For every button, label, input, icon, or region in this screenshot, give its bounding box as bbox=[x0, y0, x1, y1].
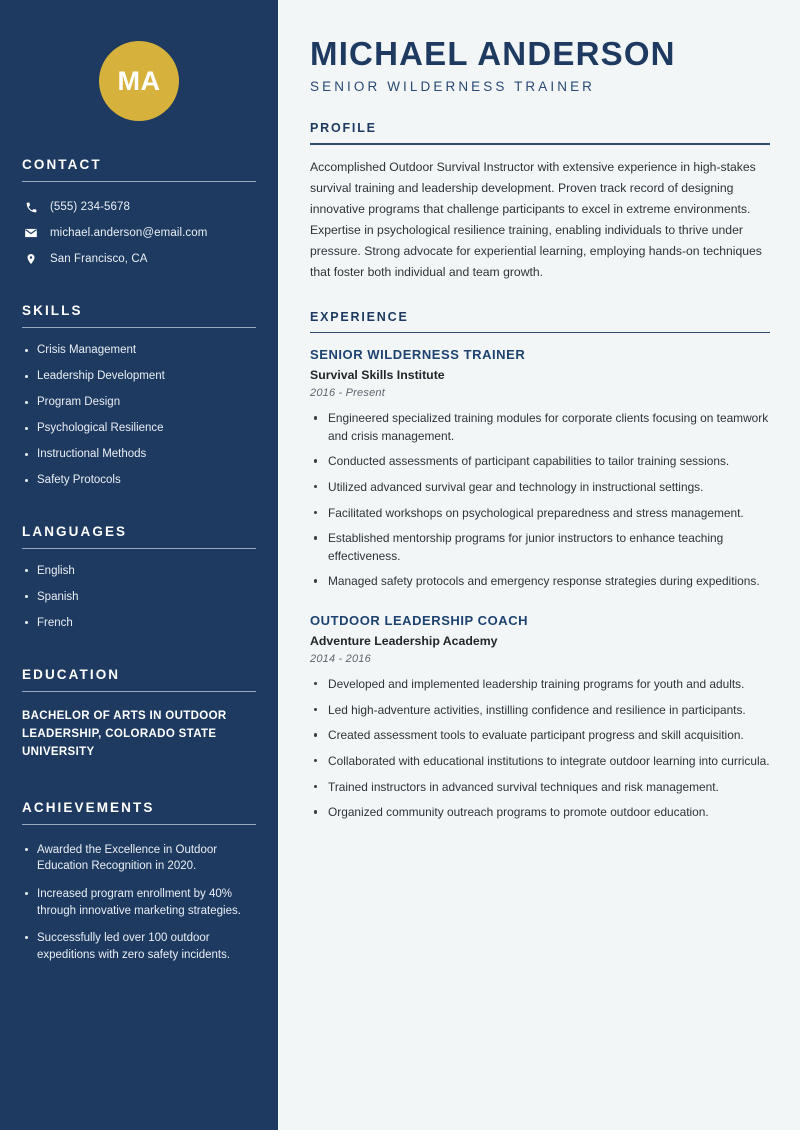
experience-section bbox=[310, 310, 770, 822]
list-item: Leadership Development bbox=[22, 369, 256, 385]
contact-section bbox=[22, 157, 256, 267]
contact-heading: CONTACT bbox=[22, 157, 102, 172]
education-section bbox=[22, 667, 256, 761]
contact-phone-row[interactable] bbox=[22, 199, 256, 215]
profile-section bbox=[310, 121, 770, 282]
profile-heading: PROFILE bbox=[310, 121, 377, 136]
experience-heading: EXPERIENCE bbox=[310, 309, 409, 324]
skills-heading: SKILLS bbox=[22, 303, 83, 318]
contact-location-row[interactable] bbox=[22, 251, 256, 267]
education-heading: EDUCATION bbox=[22, 667, 121, 683]
list-item: English bbox=[22, 564, 256, 580]
education-entry: BACHELOR OF ARTS IN OUTDOOR LEADERSHIP, COLORADO STATE UNIVERSITY bbox=[22, 710, 227, 758]
list-item: Awarded the Excellence in Outdoor Education Recognition in 2020. bbox=[22, 842, 256, 875]
list-item: Organized community outreach programs to promote outdoor education. bbox=[310, 804, 770, 822]
list-item: Engineered specialized training modules for corporate clients focusing on teamwork and crisis management. bbox=[310, 410, 770, 445]
job-company: Survival Skills Institute bbox=[310, 368, 445, 383]
job-title: SENIOR WILDERNESS TRAINER bbox=[310, 347, 526, 363]
contact-email-value: michael.anderson@email.com bbox=[50, 227, 208, 239]
contact-divider bbox=[22, 181, 256, 182]
list-item: Created assessment tools to evaluate participant progress and skill acquisition. bbox=[310, 727, 770, 745]
list-item: Facilitated workshops on psychological preparedness and stress management. bbox=[310, 505, 770, 523]
languages-list bbox=[22, 564, 256, 632]
job-role-subtitle: SENIOR WILDERNESS TRAINER bbox=[310, 79, 596, 95]
list-item: Utilized advanced survival gear and technology in instructional settings. bbox=[310, 479, 770, 497]
experience-job bbox=[310, 613, 770, 822]
list-item: Psychological Resilience bbox=[22, 421, 256, 437]
experience-divider bbox=[310, 332, 770, 334]
skills-list bbox=[22, 343, 256, 489]
list-item: Led high-adventure activities, instilling confidence and resilience in participants. bbox=[310, 702, 770, 720]
list-item: Successfully led over 100 outdoor expeditions with zero safety incidents. bbox=[22, 930, 256, 963]
profile-text: Accomplished Outdoor Survival Instructor with extensive experience in high-stakes survival training and leadership development. Proven track record of designing innovative programs that challenge participants to excel in extreme environments. Expertise in psychological resilience training, enabling individuals to thrive under pressure. Strong advocate for experiential learning, employing hands-on techniques that foster both individual and team growth. bbox=[310, 159, 762, 279]
languages-divider bbox=[22, 548, 256, 549]
skills-divider bbox=[22, 327, 256, 328]
contact-email-row[interactable] bbox=[22, 225, 256, 241]
profile-divider bbox=[310, 143, 770, 145]
list-item: Program Design bbox=[22, 395, 256, 411]
list-item: Crisis Management bbox=[22, 343, 256, 359]
page-title: MICHAEL ANDERSON bbox=[310, 35, 676, 72]
languages-section bbox=[22, 524, 256, 632]
envelope-icon bbox=[22, 225, 40, 241]
achievements-section bbox=[22, 800, 256, 964]
job-dates: 2014 - 2016 bbox=[310, 653, 371, 666]
education-divider bbox=[22, 691, 256, 692]
list-item: Established mentorship programs for junior instructors to enhance teaching effectiveness. bbox=[310, 530, 770, 565]
list-item: Conducted assessments of participant capabilities to tailor training sessions. bbox=[310, 453, 770, 471]
avatar-wrap bbox=[22, 0, 256, 121]
contact-list bbox=[22, 199, 256, 267]
experience-job bbox=[310, 347, 770, 591]
skills-section bbox=[22, 303, 256, 489]
job-bullet-list bbox=[310, 676, 770, 822]
languages-heading: LANGUAGES bbox=[22, 523, 128, 539]
list-item: Instructional Methods bbox=[22, 447, 256, 463]
achievements-list bbox=[22, 842, 256, 964]
list-item: Spanish bbox=[22, 590, 256, 606]
list-item: Safety Protocols bbox=[22, 473, 256, 489]
list-item: Trained instructors in advanced survival techniques and risk management. bbox=[310, 779, 770, 797]
list-item: Managed safety protocols and emergency response strategies during expeditions. bbox=[310, 573, 770, 591]
main-content bbox=[278, 0, 800, 1130]
achievements-heading: ACHIEVEMENTS bbox=[22, 799, 155, 815]
job-bullet-list bbox=[310, 410, 770, 591]
list-item: French bbox=[22, 616, 256, 632]
job-title: OUTDOOR LEADERSHIP COACH bbox=[310, 613, 529, 629]
list-item: Developed and implemented leadership training programs for youth and adults. bbox=[310, 676, 770, 694]
list-item: Collaborated with educational institutions to integrate outdoor learning into curricula. bbox=[310, 753, 770, 771]
sidebar bbox=[0, 0, 278, 1130]
avatar: MA bbox=[99, 41, 179, 121]
achievements-divider bbox=[22, 824, 256, 825]
job-dates: 2016 - Present bbox=[310, 387, 385, 400]
contact-location-value: San Francisco, CA bbox=[50, 253, 148, 265]
location-pin-icon bbox=[22, 251, 40, 267]
contact-phone-value: (555) 234-5678 bbox=[50, 201, 131, 213]
job-company: Adventure Leadership Academy bbox=[310, 634, 498, 649]
phone-icon bbox=[22, 199, 40, 215]
list-item: Increased program enrollment by 40% through innovative marketing strategies. bbox=[22, 886, 256, 919]
